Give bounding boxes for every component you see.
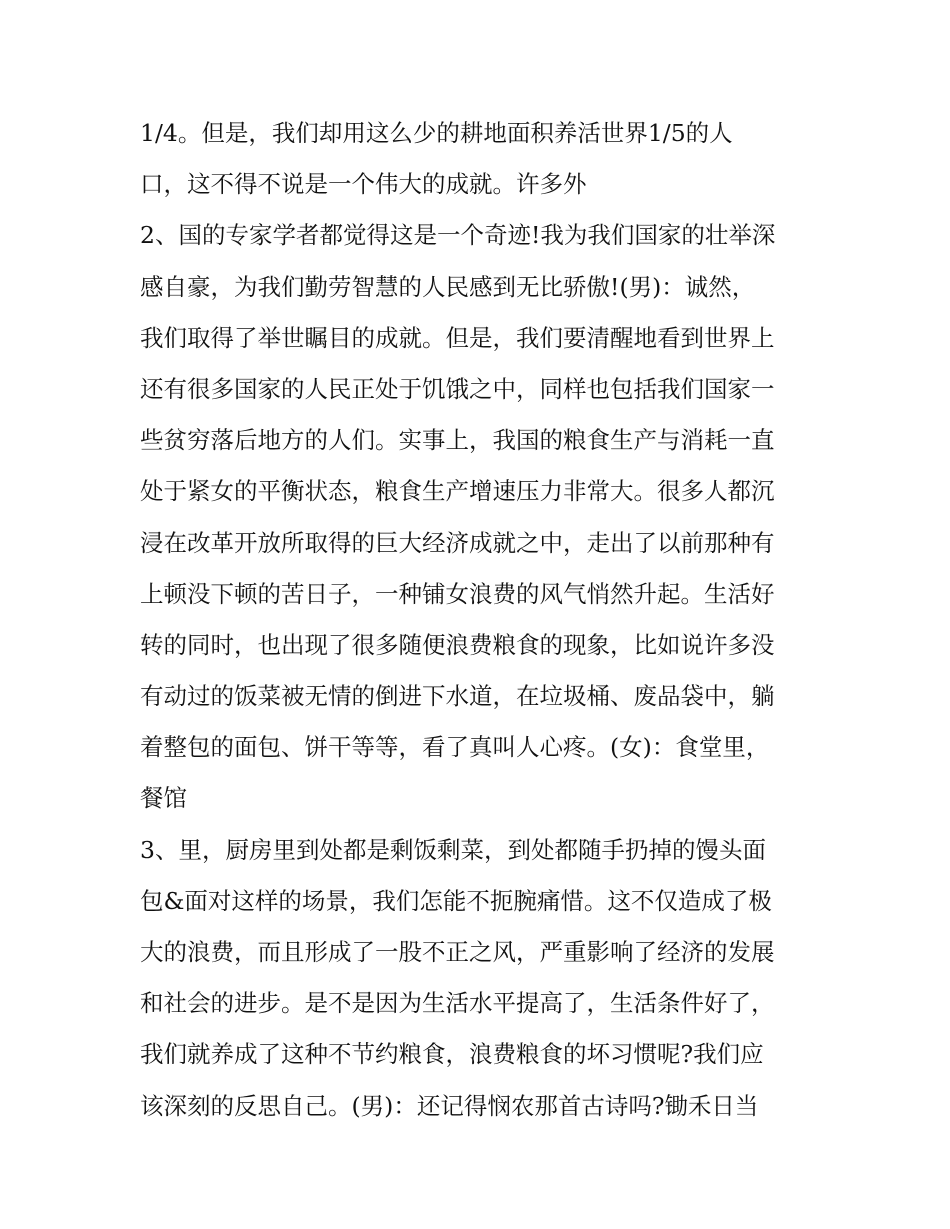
body-text [140, 108, 820, 1132]
text-line: 有动过的饭菜被无情的倒进下水道，在垃圾桶、废品袋中，躺 [140, 682, 775, 711]
text-line: 我们取得了举世瞩目的成就。但是，我们要清醒地看到世界上 [140, 323, 775, 352]
text-line: 2、国的专家学者都觉得这是一个奇迹!我为我们国家的壮举深 [140, 221, 776, 250]
text-line: 转的同时，也出现了很多随便浪费粮食的现象，比如说许多没 [140, 630, 775, 659]
text-line: 感自豪，为我们勤劳智慧的人民感到无比骄傲!(男)：诚然， [140, 272, 756, 301]
text-line: 大的浪费，而且形成了一股不正之风，严重影响了经济的发展 [140, 938, 775, 966]
text-line: 和社会的进步。是不是因为生活水平提高了，生活条件好了， [140, 989, 775, 1018]
text-line: 1/4。但是，我们却用这么少的耕地面积养活世界1/5的人 [140, 119, 733, 147]
text-line: 些贫穷落后地方的人们。实事上，我国的粮食生产与消耗一直 [140, 426, 775, 455]
text-line: 我们就养成了这种不节约粮食，浪费粮食的坏习惯呢?我们应 [140, 1040, 764, 1069]
text-line: 该深刻的反思自己。(男)：还记得悯农那首古诗吗?锄禾日当 [140, 1091, 759, 1120]
text-line: 3、里，厨房里到处都是剩饭剩菜，到处都随手扔掉的馒头面 [140, 835, 766, 864]
text-line: 上顿没下顿的苦日子，一种铺女浪费的风气悄然升起。生活好 [140, 579, 775, 608]
text-line: 还有很多国家的人民正处于饥饿之中，同样也包括我们国家一 [140, 374, 775, 403]
text-line: 餐馆 [140, 784, 187, 813]
text-line: 浸在改革开放所取得的巨大经济成就之中，走出了以前那种有 [140, 528, 775, 557]
text-line: 着整包的面包、饼干等等，看了真叫人心疼。(女)：食堂里， [140, 733, 770, 762]
text-line: 包&面对这样的场景，我们怎能不扼腕痛惜。这不仅造成了极 [140, 886, 772, 915]
text-line: 口，这不得不说是一个伟大的成就。许多外 [140, 170, 587, 199]
text-line: 处于紧女的平衡状态，粮食生产增速压力非常大。很多人都沉 [140, 477, 775, 506]
